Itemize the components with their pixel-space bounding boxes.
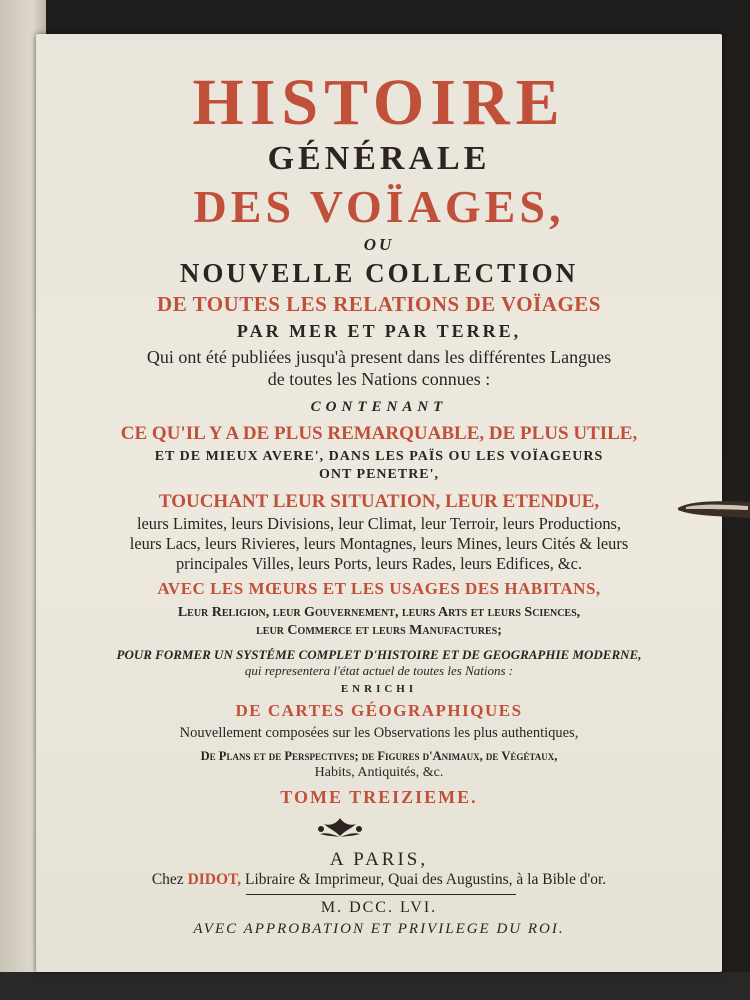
bookmark-ribbon bbox=[678, 496, 750, 522]
text-commerce: leur Commerce et leurs Manufactures; bbox=[256, 623, 502, 638]
title-generale: GÉNÉRALE bbox=[267, 140, 491, 177]
title-page bbox=[36, 34, 722, 972]
title-nouvelle-collection: NOUVELLE COLLECTION bbox=[179, 258, 579, 288]
subtitle-mer-terre: PAR MER ET PAR TERRE, bbox=[236, 321, 522, 341]
title-histoire: HISTOIRE bbox=[192, 66, 566, 139]
text-cartes: DE CARTES GÉOGRAPHIQUES bbox=[235, 701, 523, 720]
text-privilege: AVEC APPROBATION ET PRIVILEGE DU ROI. bbox=[193, 921, 565, 937]
text-chez: Chez bbox=[151, 871, 188, 888]
text-lacs: leurs Lacs, leurs Rivieres, leurs Montagnes, leurs Mines, leurs Cités & leurs bbox=[129, 534, 629, 553]
text-didot: DIDOT, bbox=[187, 871, 242, 888]
text-publiees: Qui ont été publiées jusqu'à present dans les différentes Langues bbox=[146, 347, 612, 367]
text-systeme: POUR FORMER UN SYSTÉME COMPLET D'HISTOIRE ET DE GEOGRAPHIE MODERNE, bbox=[116, 647, 642, 662]
text-situation: TOUCHANT LEUR SITUATION, LEUR ETENDUE, bbox=[158, 491, 600, 512]
text-enrichi: ENRICHI bbox=[340, 683, 418, 695]
background-strip bbox=[0, 972, 750, 1000]
text-date: M. DCC. LVI. bbox=[320, 899, 438, 916]
text-imprint bbox=[36, 872, 722, 888]
text-contenant: CONTENANT bbox=[310, 399, 448, 415]
title-des-voiages: DES VOÏAGES, bbox=[193, 181, 565, 232]
text-religion: Leur Religion, leur Gouvernement, leurs Arts et leurs Sciences, bbox=[177, 605, 581, 620]
text-habits: Habits, Antiquités, &c. bbox=[314, 765, 444, 780]
text-etat-actuel: qui representera l'état actuel de toutes les Nations : bbox=[244, 663, 514, 678]
text-remarquable: CE QU'IL Y A DE PLUS REMARQUABLE, DE PLUS UTILE, bbox=[120, 423, 638, 444]
text-avere: ET DE MIEUX AVERE', DANS LES PAÏS OU LES VOÏAGEURS bbox=[154, 449, 604, 464]
text-villes: principales Villes, leurs Ports, leurs Rades, leurs Edifices, &c. bbox=[175, 554, 583, 573]
text-nations: de toutes les Nations connues : bbox=[267, 369, 491, 389]
fleuron-ornament bbox=[316, 816, 364, 838]
text-plans: De Plans et de Perspectives; de Figures d'Animaux, de Végétaux, bbox=[200, 749, 558, 763]
text-a-paris: A PARIS, bbox=[329, 849, 429, 870]
text-tome: TOME TREIZIEME. bbox=[280, 787, 478, 807]
text-limites: leurs Limites, leurs Divisions, leur Climat, leur Terroir, leurs Productions, bbox=[136, 514, 622, 533]
divider-rule bbox=[246, 894, 516, 895]
text-observations: Nouvellement composées sur les Observations les plus authentiques, bbox=[179, 725, 579, 741]
subtitle-relations: DE TOUTES LES RELATIONS DE VOÏAGES bbox=[157, 292, 601, 316]
text-libraire: Libraire & Imprimeur, Quai des Augustins, à la Bible d'or. bbox=[241, 871, 607, 888]
text-penetre: ONT PENETRE', bbox=[318, 467, 440, 482]
text-moeurs: AVEC LES MŒURS ET LES USAGES DES HABITANS, bbox=[157, 579, 601, 598]
title-ou: OU bbox=[363, 235, 395, 254]
